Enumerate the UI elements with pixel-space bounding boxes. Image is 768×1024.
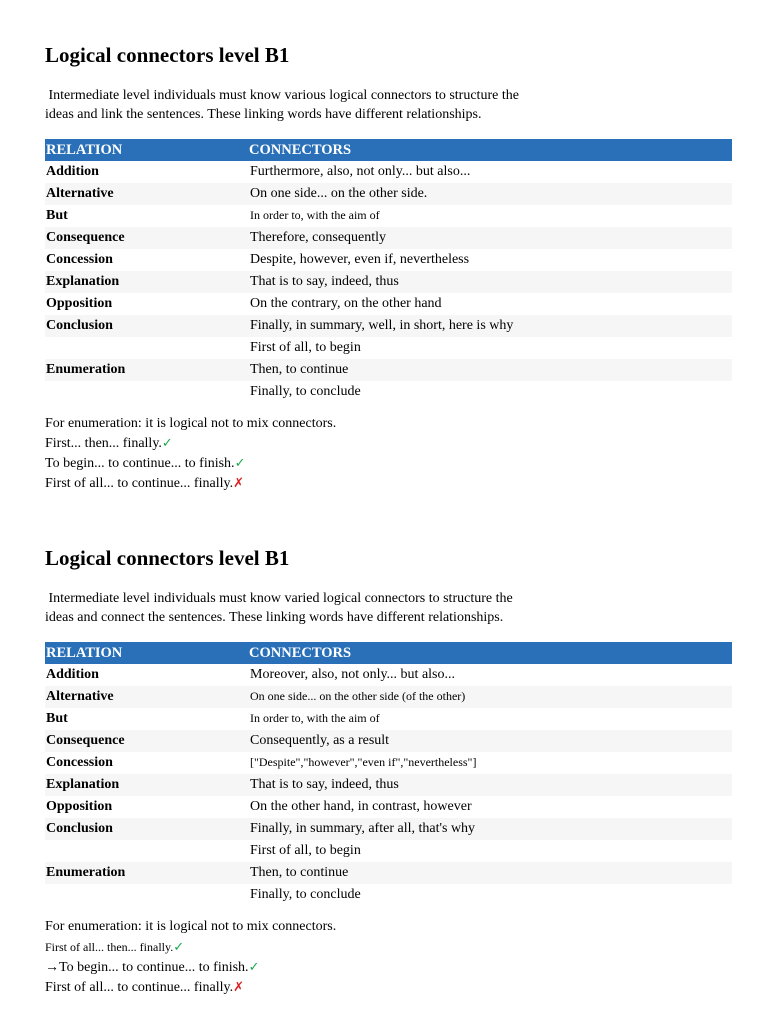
example-line bbox=[45, 474, 336, 494]
table-row bbox=[45, 884, 732, 906]
connectors-cell: ["Despite","however","even if","nevertheless"] bbox=[250, 755, 477, 769]
relation-cell: Concession bbox=[46, 252, 113, 267]
example-text: First... then... finally. bbox=[45, 436, 162, 451]
table-row bbox=[45, 337, 732, 359]
connectors-cell: Finally, to conclude bbox=[250, 384, 361, 399]
rule-text: For enumeration: it is logical not to mix connectors. bbox=[45, 919, 337, 934]
example-line bbox=[45, 454, 336, 474]
connectors-cell: Then, to continue bbox=[249, 359, 732, 381]
section-1 bbox=[45, 42, 732, 502]
relation-cell: Conclusion bbox=[45, 818, 249, 840]
intro-paragraph bbox=[45, 86, 605, 124]
header-connectors: CONNECTORS bbox=[249, 642, 732, 664]
cross-icon: ✗ bbox=[233, 980, 244, 995]
connectors-table bbox=[45, 139, 732, 403]
intro-paragraph bbox=[45, 589, 605, 627]
relation-cell: Consequence bbox=[45, 730, 249, 752]
check-icon: ✓ bbox=[234, 456, 246, 471]
connectors-cell: On one side... on the other side (of the other) bbox=[249, 686, 732, 708]
relation-cell: Alternative bbox=[45, 183, 249, 205]
connectors-cell: Moreover, also, not only... but also... bbox=[250, 667, 456, 682]
check-icon: ✓ bbox=[248, 960, 260, 975]
section-2 bbox=[45, 545, 732, 1005]
relation-cell bbox=[45, 337, 249, 359]
enumeration-notes bbox=[45, 917, 336, 998]
connectors-cell: First of all, to begin bbox=[250, 843, 361, 858]
connectors-cell: Finally, in summary, well, in short, here is why bbox=[249, 315, 732, 337]
table-row bbox=[45, 205, 732, 227]
intro-line: Intermediate level individuals must know various logical connectors to structure the bbox=[45, 88, 519, 103]
relation-cell: Conclusion bbox=[45, 315, 249, 337]
connectors-cell: Therefore, consequently bbox=[249, 227, 732, 249]
connectors-cell: In order to, with the aim of bbox=[250, 711, 380, 725]
table-row bbox=[45, 359, 732, 381]
check-icon: ✓ bbox=[161, 436, 173, 451]
connectors-cell: That is to say, indeed, thus bbox=[249, 774, 732, 796]
header-relation: RELATION bbox=[45, 642, 249, 664]
example-line bbox=[45, 958, 336, 978]
table-row bbox=[45, 227, 732, 249]
connectors-cell: On the contrary, on the other hand bbox=[250, 296, 442, 311]
table-row bbox=[45, 381, 732, 403]
relation-cell: Opposition bbox=[46, 799, 113, 814]
example-line bbox=[45, 978, 336, 998]
example-text: First of all... then... finally. bbox=[45, 940, 174, 954]
connectors-cell: Finally, to conclude bbox=[250, 887, 361, 902]
example-text: To begin... to continue... to finish. bbox=[45, 456, 235, 471]
relation-cell bbox=[45, 840, 249, 862]
connectors-cell: In order to, with the aim of bbox=[250, 208, 380, 222]
relation-cell: Enumeration bbox=[45, 862, 249, 884]
table-row bbox=[45, 183, 732, 205]
check-icon: ✓ bbox=[173, 940, 185, 955]
connectors-cell: On the other hand, in contrast, however bbox=[250, 799, 472, 814]
table-row bbox=[45, 161, 732, 183]
intro-line: ideas and link the sentences. These linking words have different relationships. bbox=[45, 107, 482, 122]
connectors-cell: Finally, in summary, after all, that's why bbox=[249, 818, 732, 840]
table-row bbox=[45, 840, 732, 862]
intro-line: Intermediate level individuals must know varied logical connectors to structure the bbox=[45, 591, 513, 606]
relation-cell bbox=[45, 381, 249, 403]
relation-cell: Enumeration bbox=[45, 359, 249, 381]
relation-cell: Consequence bbox=[45, 227, 249, 249]
header-connectors: CONNECTORS bbox=[249, 139, 732, 161]
connectors-cell: Furthermore, also, not only... but also... bbox=[250, 164, 471, 179]
table-row bbox=[45, 315, 732, 337]
table-row bbox=[45, 818, 732, 840]
table-row bbox=[45, 796, 732, 818]
table-header bbox=[45, 642, 732, 664]
table-header bbox=[45, 139, 732, 161]
connectors-cell: Then, to continue bbox=[249, 862, 732, 884]
table-row bbox=[45, 249, 732, 271]
page-title: Logical connectors level B1 bbox=[45, 43, 290, 67]
table-row bbox=[45, 708, 732, 730]
page-title: Logical connectors level B1 bbox=[45, 546, 290, 570]
table-row bbox=[45, 752, 732, 774]
rule-text: For enumeration: it is logical not to mix connectors. bbox=[45, 416, 337, 431]
relation-cell: Addition bbox=[46, 667, 99, 682]
connectors-table bbox=[45, 642, 732, 906]
relation-cell bbox=[45, 884, 249, 906]
example-text: First of all... to continue... finally. bbox=[45, 980, 234, 995]
relation-cell: But bbox=[46, 711, 68, 726]
table-row bbox=[45, 774, 732, 796]
cross-icon: ✗ bbox=[233, 476, 244, 491]
relation-cell: Addition bbox=[46, 164, 99, 179]
connectors-cell: On one side... on the other side. bbox=[249, 183, 732, 205]
connectors-cell: First of all, to begin bbox=[250, 340, 361, 355]
relation-cell: Opposition bbox=[46, 296, 113, 311]
table-row bbox=[45, 686, 732, 708]
relation-cell: Concession bbox=[46, 755, 113, 770]
relation-cell: Explanation bbox=[45, 774, 249, 796]
relation-cell: Alternative bbox=[45, 686, 249, 708]
relation-cell: But bbox=[46, 208, 68, 223]
table-row bbox=[45, 271, 732, 293]
header-relation: RELATION bbox=[45, 139, 249, 161]
connectors-cell: That is to say, indeed, thus bbox=[249, 271, 732, 293]
table-row bbox=[45, 293, 732, 315]
example-text: →To begin... to continue... to finish. bbox=[45, 960, 249, 975]
example-line bbox=[45, 434, 336, 454]
relation-cell: Explanation bbox=[45, 271, 249, 293]
table-row bbox=[45, 730, 732, 752]
connectors-cell: Despite, however, even if, nevertheless bbox=[250, 252, 470, 267]
enumeration-notes bbox=[45, 414, 336, 494]
table-row bbox=[45, 664, 732, 686]
intro-line: ideas and connect the sentences. These linking words have different relationships. bbox=[45, 610, 504, 625]
connectors-cell: Consequently, as a result bbox=[249, 730, 732, 752]
table-row bbox=[45, 862, 732, 884]
example-text: First of all... to continue... finally. bbox=[45, 476, 234, 491]
example-line bbox=[45, 937, 336, 958]
